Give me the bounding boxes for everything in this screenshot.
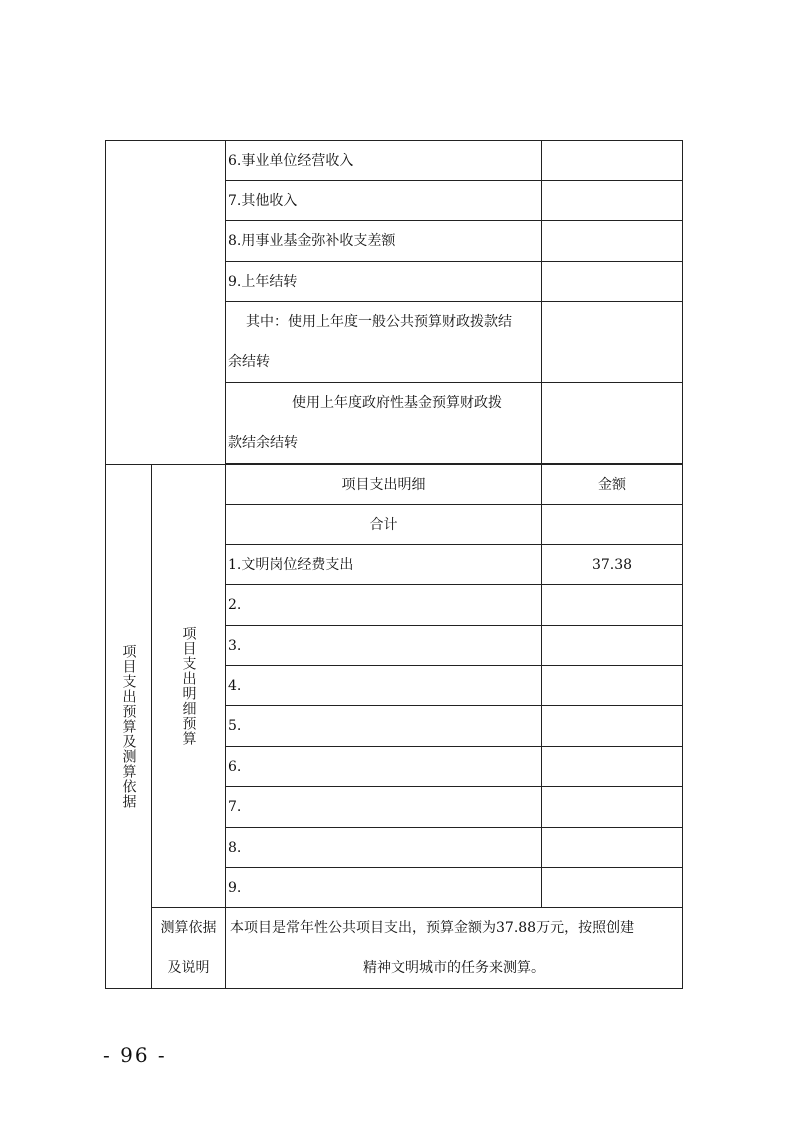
basis-label-line2: 及说明 [167, 960, 210, 976]
row-label: 4. [226, 666, 542, 706]
basis-label-line1: 测算依据 [160, 920, 217, 936]
general-carryover-label [226, 302, 542, 383]
row-label: 9. [226, 868, 542, 908]
basis-text-line2: 精神文明城市的任务来测算。 [363, 960, 545, 976]
gov-fund-carryover-line2: 款结余结转 [228, 435, 298, 451]
row-label: 7. [226, 787, 542, 828]
row-amount [542, 141, 683, 181]
section-inner-label-cell [152, 465, 226, 908]
row-label: 6.事业单位经营收入 [226, 141, 542, 181]
general-carryover-line2: 余结转 [228, 354, 270, 370]
section-outer-label-cell [106, 465, 152, 989]
row-amount [542, 181, 683, 221]
row-amount [542, 262, 683, 302]
table-row [106, 141, 683, 181]
row-amount [542, 706, 683, 747]
row-label: 6. [226, 747, 542, 787]
column-header-detail: 项目支出明细 [226, 465, 542, 505]
row-amount [542, 585, 683, 626]
row-label: 8.用事业基金弥补收支差额 [226, 221, 542, 262]
row-label: 3. [226, 626, 542, 666]
row-amount [542, 828, 683, 868]
row-label: 2. [226, 585, 542, 626]
table-row [106, 908, 683, 989]
row-amount [542, 787, 683, 828]
basis-text-cell [226, 908, 683, 989]
row-amount [542, 383, 683, 464]
section-inner-label: 项目支出明细预算 [180, 626, 197, 746]
row-label: 5. [226, 706, 542, 747]
row-amount [542, 868, 683, 908]
total-amount [542, 505, 683, 545]
column-header-amount: 金额 [542, 465, 683, 505]
row-amount [542, 666, 683, 706]
section-outer-label: 项目支出预算及测算依据 [120, 644, 137, 809]
row-label: 1.文明岗位经费支出 [226, 545, 542, 585]
row-label: 9.上年结转 [226, 262, 542, 302]
row-label: 8. [226, 828, 542, 868]
row-amount [542, 221, 683, 262]
general-carryover-line1: 其中：使用上年度一般公共预算财政拨款结 [246, 314, 512, 330]
gov-fund-carryover-label [226, 383, 542, 464]
row-label: 7.其他收入 [226, 181, 542, 221]
gov-fund-carryover-line1: 使用上年度政府性基金预算财政拨 [292, 395, 502, 411]
basis-label-cell [152, 908, 226, 989]
row-amount [542, 302, 683, 383]
blank-label-cell [106, 141, 226, 465]
page-number: - 96 - [103, 1043, 167, 1067]
total-label: 合计 [226, 505, 542, 545]
budget-table [105, 140, 683, 989]
row-amount [542, 626, 683, 666]
basis-text-line1: 本项目是常年性公共项目支出，预算金额为37.88万元，按照创建 [230, 920, 635, 936]
row-amount [542, 747, 683, 787]
row-amount: 37.38 [542, 545, 683, 585]
table-row [106, 465, 683, 505]
